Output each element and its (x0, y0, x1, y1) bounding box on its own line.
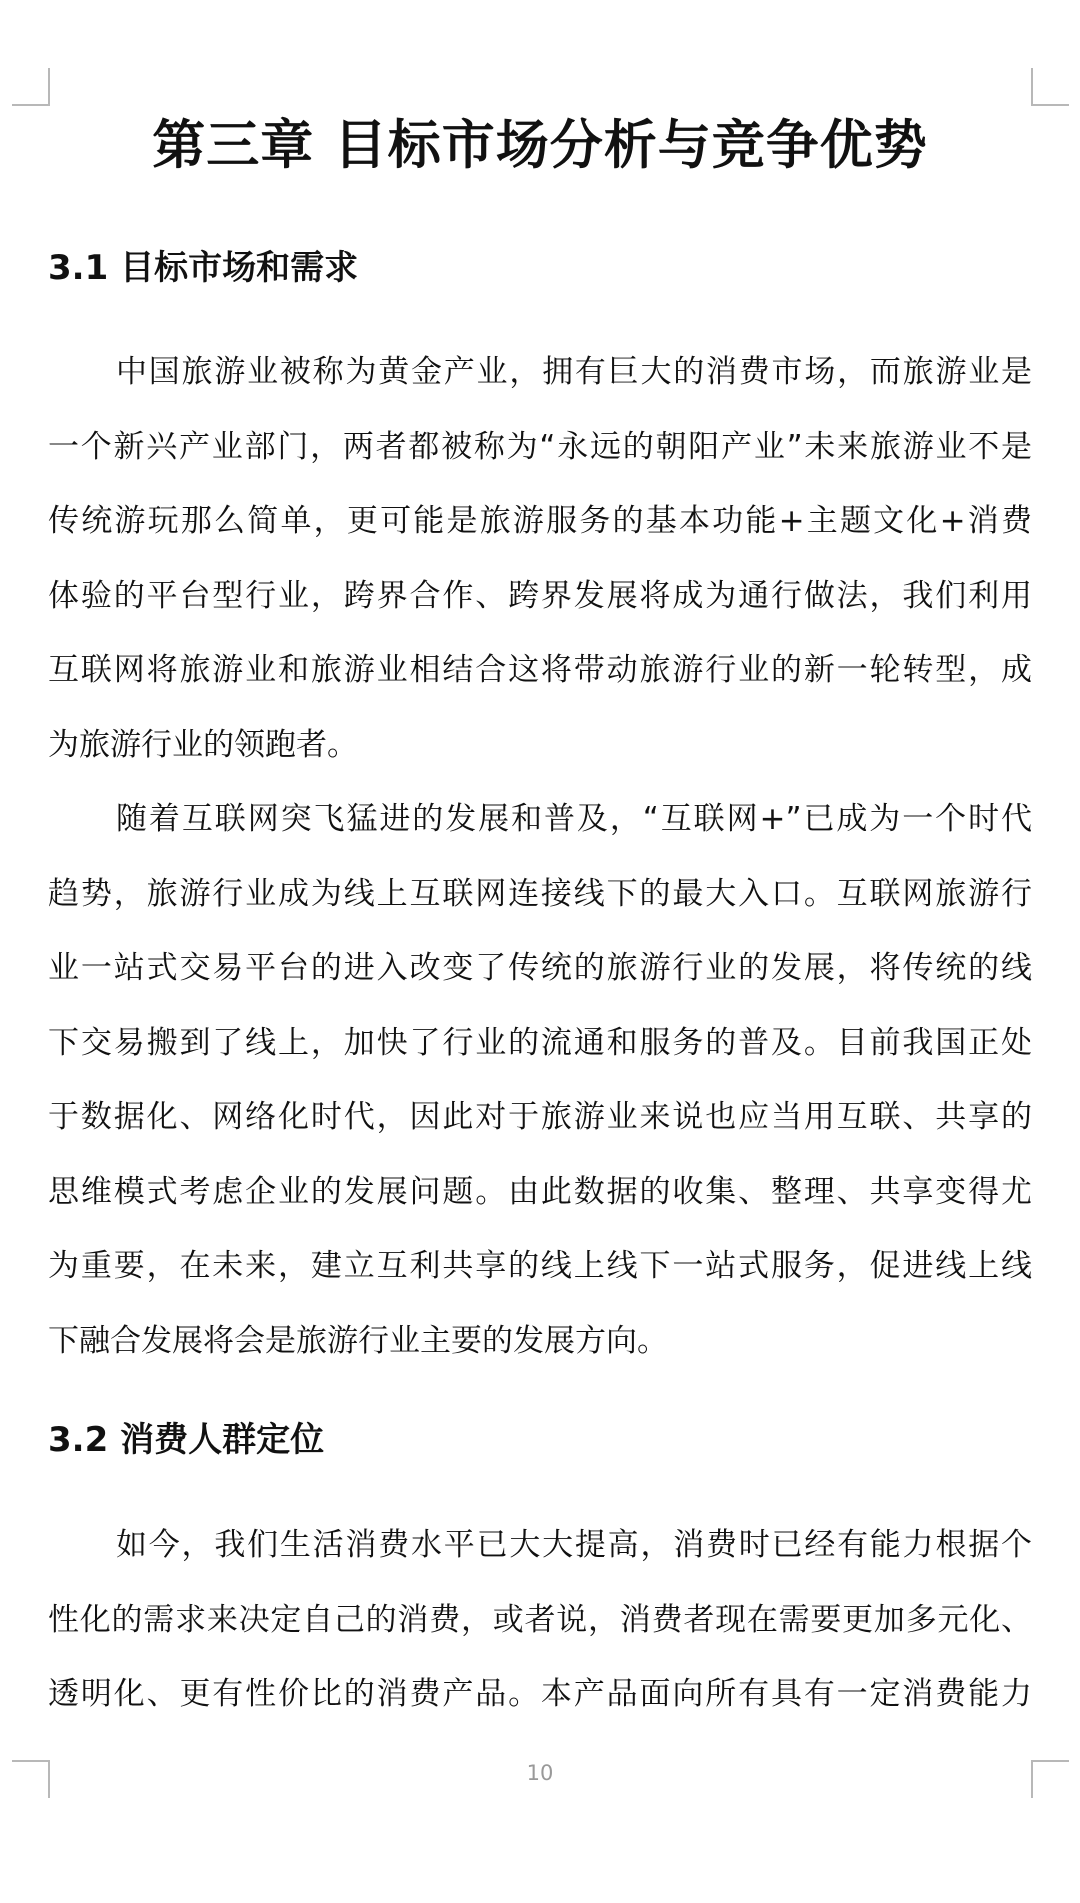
text-line: 下融合发展将会是旅游行业主要的发展方向。 (48, 1322, 668, 1359)
text-line: 一个新兴产业部门，两者都被称为“永远的朝阳产业”未来旅游业不是 (48, 428, 1032, 465)
text-line: 体验的平台型行业，跨界合作、跨界发展将成为通行做法，我们利用 (48, 577, 1032, 614)
paragraph-market-2 (48, 782, 1032, 1378)
text-line: 下交易搬到了线上，加快了行业的流通和服务的普及。目前我国正处 (48, 1024, 1032, 1061)
text-line: 传统游玩那么简单，更可能是旅游服务的基本功能+主题文化+消费 (48, 503, 1032, 539)
text-line: 思维模式考虑企业的发展问题。由此数据的收集、整理、共享变得尤 (48, 1173, 1032, 1210)
text-line: 中国旅游业被称为黄金产业，拥有巨大的消费市场，而旅游业是 (116, 354, 1032, 390)
text-line: 为旅游行业的领跑者。 (48, 726, 358, 763)
section-heading-3-2: 3.2 消费人群定位 (48, 1420, 325, 1460)
text-line: 为重要，在未来，建立互利共享的线上线下一站式服务，促进线上线 (48, 1248, 1032, 1284)
section-heading-3-1: 3.1 目标市场和需求 (48, 248, 359, 288)
text-line: 透明化、更有性价比的消费产品。本产品面向所有具有一定消费能力 (48, 1676, 1032, 1712)
paragraph-market-1 (48, 335, 1032, 782)
text-line: 于数据化、网络化时代，因此对于旅游业来说也应当用互联、共享的 (48, 1099, 1032, 1135)
text-line: 业一站式交易平台的进入改变了传统的旅游行业的发展，将传统的线 (48, 950, 1032, 986)
text-line: 性化的需求来决定自己的消费，或者说，消费者现在需要更加多元化、 (48, 1601, 1032, 1638)
chapter-title: 第三章 目标市场分析与竞争优势 (152, 115, 928, 176)
text-line: 互联网将旅游业和旅游业相结合这将带动旅游行业的新一轮转型，成 (48, 652, 1032, 688)
text-line: 如今，我们生活消费水平已大大提高，消费时已经有能力根据个 (116, 1527, 1032, 1563)
paragraph-consumer-1 (48, 1508, 1032, 1732)
page-number: 10 (526, 1761, 554, 1785)
text-line: 趋势，旅游行业成为线上互联网连接线下的最大入口。互联网旅游行 (48, 875, 1032, 912)
text-line: 随着互联网突飞猛进的发展和普及，“互联网+”已成为一个时代 (116, 801, 1032, 837)
crop-mark-top-right (1031, 68, 1069, 106)
crop-mark-top-left (12, 68, 50, 106)
